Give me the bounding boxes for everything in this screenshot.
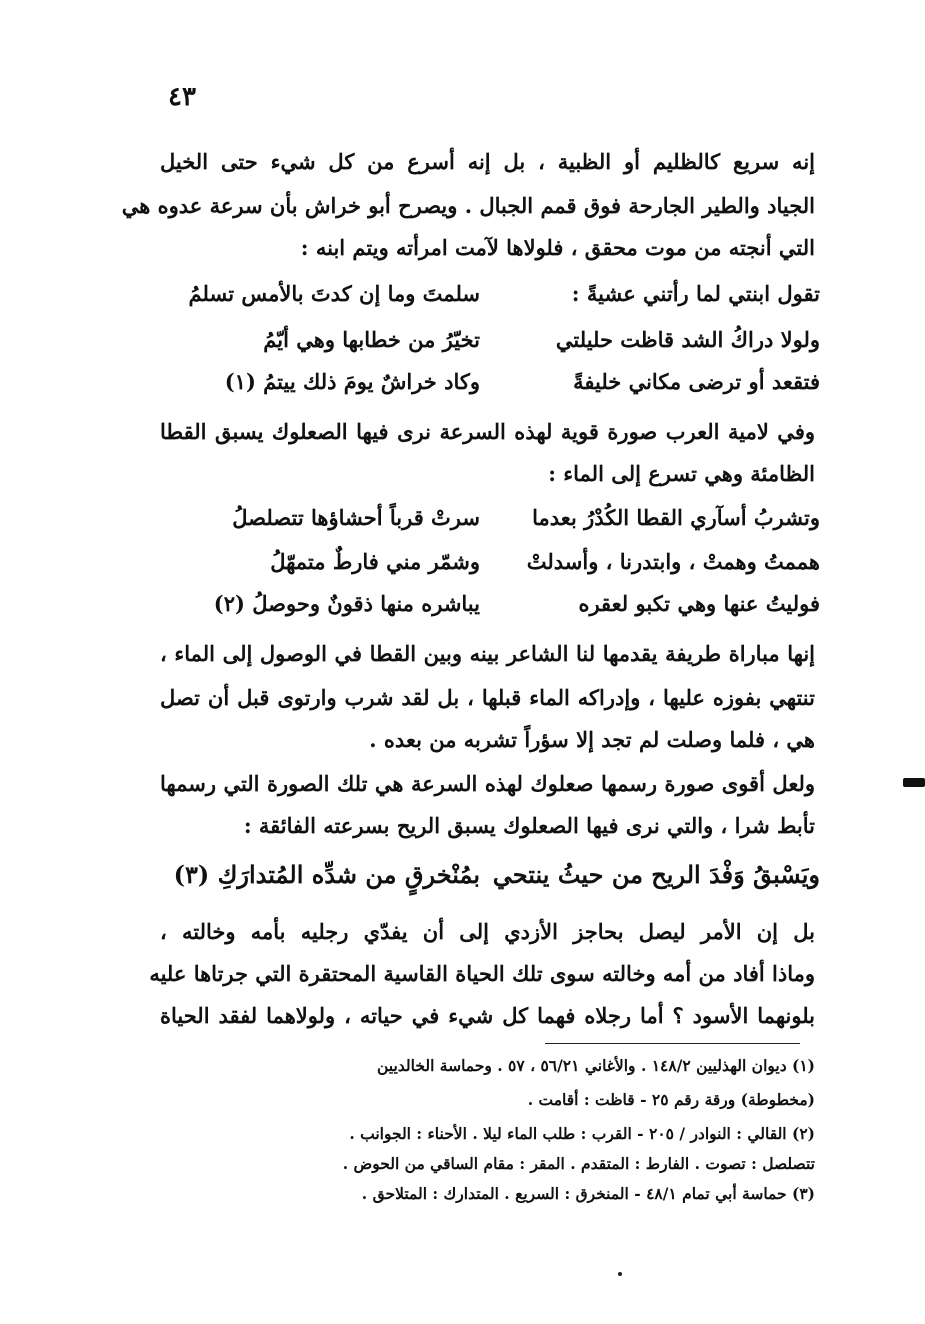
verse-first-hemistich: تقول ابنتي لما رأتني عشيةً :	[571, 281, 820, 306]
footnote-line: (مخطوطة) ورقة رقم ٢٥ - قاظت : أقامت .	[527, 1090, 815, 1109]
body-line: هي ، فلما وصلت لم تجد إلا سؤراً تشربه من بعده .	[369, 727, 815, 752]
body-line: تنتهي بفوزه عليها ، وإدراكه الماء قبلها ، بل لقد شرب وارتوى قبل أن تصل	[160, 685, 815, 710]
body-line: بل إن الأمر ليصل بحاجز الأزدي إلى أن يفدّي رجليه بأمه وخالته ،	[160, 919, 815, 944]
verse-line	[160, 360, 820, 404]
verse-first-hemistich: ولولا دراكُ الشد قاظت حليلتي	[555, 327, 820, 352]
footnote-line: تتصلصل : تصوت . الفارط : المتقدم . المقر : مقام الساقي من الحوض .	[342, 1154, 815, 1173]
verse-line	[160, 850, 820, 900]
margin-mark	[903, 778, 925, 787]
verse-line	[160, 272, 820, 316]
footnote-separator	[545, 1043, 800, 1044]
body-line: إنها مباراة طريفة يقدمها لنا الشاعر بينه وبين القطا في الوصول إلى الماء ،	[160, 641, 815, 666]
page-speck	[618, 1272, 622, 1276]
body-line: الجياد والطير الجارحة فوق قمم الجبال . ويصرح أبو خراش بأن سرعة عدوه هي	[121, 193, 815, 218]
verse-line	[160, 318, 820, 362]
footnote-line: (٣) حماسة أبي تمام ٤٨/١ - المنخرق : السريع . المتدارك : المتلاحق .	[361, 1184, 815, 1203]
verse-second-hemistich: تخيّرُ من خطابها وهي أيّمُ	[263, 327, 480, 352]
verse-line	[160, 540, 820, 584]
verse-second-hemistich: وكاد خراشٌ يومَ ذلك ييتمُ (١)	[224, 369, 480, 394]
verse-second-hemistich: وشمّر مني فارطٌ متمهّلُ	[270, 549, 480, 574]
body-line: الظامئة وهي تسرع إلى الماء :	[548, 461, 815, 486]
verse-first-hemistich: وتشربُ أسآري القطا الكُدْرُ بعدما	[532, 505, 820, 530]
page-number: ٤٣	[168, 82, 196, 112]
verse-second-hemistich: بمُنْخرقٍ من شدِّه المُتدارَكِ (٣)	[173, 860, 480, 889]
verse-second-hemistich: سلمتَ وما إن كدتَ بالأمس تسلمُ	[188, 281, 480, 306]
verse-first-hemistich: ويَسْبقُ وَفْدَ الريح من حيثُ ينتحي	[492, 860, 820, 889]
verse-second-hemistich: يباشره منها ذقونٌ وحوصلُ (٢)	[213, 591, 480, 616]
verse-line	[160, 582, 820, 626]
verse-first-hemistich: هممتُ وهمتْ ، وابتدرنا ، وأسدلتْ	[526, 549, 820, 574]
body-line: التي أنجته من موت محقق ، فلولاها لآمت امرأته ويتم ابنه :	[300, 235, 815, 260]
body-line: ولعل أقوى صورة رسمها صعلوك لهذه السرعة هي تلك الصورة التي رسمها	[160, 771, 815, 796]
verse-first-hemistich: فتقعد أو ترضى مكاني خليفةً	[573, 369, 820, 394]
verse-first-hemistich: فوليتُ عنها وهي تكبو لعقره	[578, 591, 820, 616]
body-line: بلونهما الأسود ؟ أما رجلاه فهما كل شيء في حياته ، ولولاهما لفقد الحياة	[160, 1003, 815, 1028]
verse-line	[160, 496, 820, 540]
footnote-line: (٢) القالي : النوادر / ٢٠٥ - القرب : طلب الماء ليلا . الأحناء : الجوانب .	[349, 1124, 815, 1143]
body-line: إنه سريع كالظليم أو الظبية ، بل إنه أسرع من كل شيء حتى الخيل	[160, 149, 815, 174]
body-line: تأبط شرا ، والتي نرى فيها الصعلوك يسبق الريح بسرعته الفائقة :	[243, 813, 815, 838]
verse-second-hemistich: سرتْ قرباً أحشاؤها تتصلصلُ	[232, 505, 480, 530]
body-line: وماذا أفاد من أمه وخالته سوى تلك الحياة القاسية المحتقرة التي جرتاها عليه	[149, 961, 815, 986]
footnote-line: (١) ديوان الهذليين ١٤٨/٢ . والأغاني ٥٦/٢١ ، ٥٧ . وحماسة الخالديين	[376, 1056, 815, 1075]
body-line: وفي لامية العرب صورة قوية لهذه السرعة نرى فيها الصعلوك يسبق القطا	[160, 419, 815, 444]
